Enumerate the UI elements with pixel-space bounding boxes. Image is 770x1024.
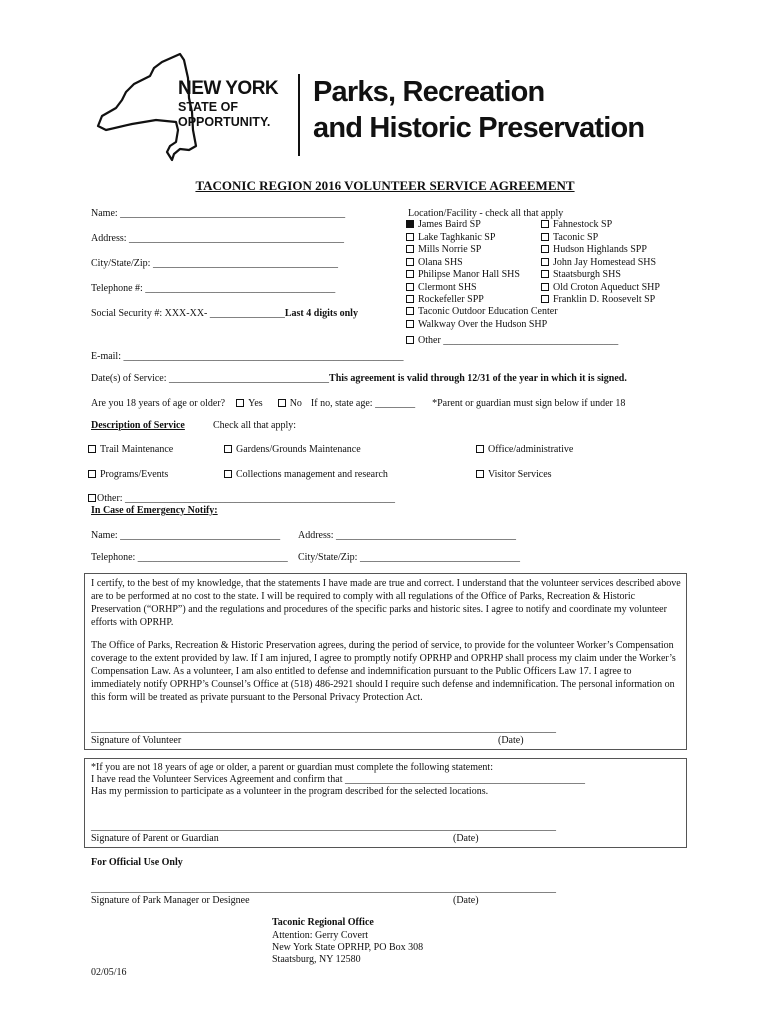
location-option[interactable]	[406, 282, 477, 293]
service-other-checkbox[interactable]	[88, 494, 96, 502]
service-option-label: Trail Maintenance	[100, 444, 174, 455]
option-label: Old Croton Aqueduct SHP	[553, 281, 660, 293]
dates-label: Date(s) of Service: ________________________________	[91, 373, 330, 384]
service-checkbox[interactable]	[88, 470, 96, 478]
address-field[interactable]: Address: ___________________________________________	[91, 233, 345, 244]
location-option[interactable]	[406, 269, 520, 280]
service-option[interactable]	[224, 444, 361, 455]
age-yes-checkbox[interactable]	[236, 399, 244, 407]
location-option[interactable]	[406, 294, 484, 305]
service-option[interactable]	[476, 444, 573, 455]
location-other-checkbox[interactable]	[406, 336, 414, 344]
logo-line-2: STATE OF	[178, 100, 238, 114]
service-option-label: Visitor Services	[488, 469, 552, 480]
service-option-label: Collections management and research	[236, 469, 388, 480]
location-option[interactable]	[406, 306, 558, 317]
option-label: Mills Norrie SP	[418, 244, 482, 255]
logo-divider	[298, 74, 300, 156]
emergency-city-field[interactable]: City/State/Zip: ________________________________	[298, 552, 520, 563]
service-checkbox[interactable]	[476, 445, 484, 453]
agency-name-line-2: and Historic Preservation	[313, 112, 645, 144]
emergency-heading: In Case of Emergency Notify:	[91, 505, 218, 516]
service-checkbox[interactable]	[476, 470, 484, 478]
service-option-label: Gardens/Grounds Maintenance	[236, 444, 361, 455]
certification-paragraph-2: The Office of Parks, Recreation & Historic Preservation agrees, during the period of service, to provide for the volunteer Worker’s Compensation coverage to the extent provided by law. If I am injured, I agree to promptly notify OPRHP and OPRHP shall process my claim under the Worker’s Compensation Law. As a volunteer, I am also entitled to defense and indemnification pursuant to the Public Officers Law 17. I agree to immediately notify OPRHP’s Counsel’s Office at (518) 486-2921 should I require such defense and indemnification. The personal information on this form will be treated as private pursuant to the Personal Privacy Protection Act.	[91, 640, 676, 703]
checkbox[interactable]	[406, 295, 414, 303]
option-label: Walkway Over the Hudson SHP	[418, 319, 548, 330]
manager-signature-label: Signature of Park Manager or Designee	[91, 895, 250, 906]
checkbox[interactable]	[406, 283, 414, 291]
option-label: James Baird SP	[418, 219, 481, 230]
checkbox[interactable]	[406, 307, 414, 315]
checkbox[interactable]	[406, 220, 414, 228]
service-option-label: Programs/Events	[100, 469, 169, 480]
checkbox[interactable]	[406, 270, 414, 278]
email-field[interactable]: E-mail: ________________________________________________________	[91, 351, 404, 362]
age-yes-label: Yes	[248, 398, 263, 409]
name-field[interactable]: Name: _____________________________________________	[91, 208, 346, 219]
location-option[interactable]	[541, 294, 655, 305]
location-option[interactable]	[541, 269, 621, 280]
checkbox[interactable]	[406, 245, 414, 253]
location-option[interactable]	[541, 282, 660, 293]
location-option[interactable]	[406, 319, 547, 330]
service-heading: Description of Service	[91, 420, 185, 431]
logo-line-3: OPPORTUNITY.	[178, 115, 271, 129]
guardian-date-label: (Date)	[453, 833, 479, 844]
service-option-label: Office/administrative	[488, 444, 574, 455]
manager-signature-line[interactable]: _____________________________________________________________________________________________	[91, 883, 556, 894]
checkbox[interactable]	[406, 320, 414, 328]
option-label: Rockefeller SPP	[418, 294, 484, 305]
guardian-instruction: *If you are not 18 years of age or older, a parent or guardian must complete the following statement:	[91, 762, 493, 773]
office-address-line-1: New York State OPRHP, PO Box 308	[272, 942, 424, 953]
location-option[interactable]	[406, 219, 481, 230]
service-option[interactable]	[476, 469, 552, 480]
service-other-label: Other: ______________________________________________________	[97, 493, 396, 504]
form-revision-date: 02/05/16	[91, 967, 127, 978]
office-name: Taconic Regional Office	[272, 917, 374, 928]
official-use-heading: For Official Use Only	[91, 857, 183, 868]
service-other[interactable]	[88, 493, 395, 504]
age-question	[91, 398, 625, 409]
age-state-field[interactable]: If no, state age: ________	[310, 398, 416, 409]
ssn-field[interactable]	[91, 308, 358, 319]
option-label: Fahnestock SP	[553, 219, 613, 230]
checkbox[interactable]	[541, 245, 549, 253]
logo-line-1: NEW YORK	[178, 78, 279, 99]
service-checkbox[interactable]	[88, 445, 96, 453]
location-option[interactable]	[541, 244, 647, 255]
city-state-zip-field[interactable]: City/State/Zip: _____________________________________	[91, 258, 338, 269]
checkbox[interactable]	[541, 258, 549, 266]
option-label: Lake Taghkanic SP	[418, 231, 496, 243]
option-label: Taconic SP	[553, 231, 599, 243]
location-option[interactable]	[541, 232, 598, 243]
manager-date-label: (Date)	[453, 895, 479, 906]
service-option[interactable]	[224, 469, 388, 480]
age-question-label: Are you 18 years of age or older?	[91, 398, 226, 409]
option-label: Hudson Highlands SPP	[553, 244, 647, 255]
volunteer-signature-label: Signature of Volunteer	[91, 735, 182, 746]
checkbox[interactable]	[541, 233, 549, 241]
checkbox[interactable]	[541, 270, 549, 278]
agency-name-line-1: Parks, Recreation	[313, 76, 545, 108]
emergency-telephone-field[interactable]: Telephone: ______________________________	[91, 552, 288, 563]
volunteer-date-label: (Date)	[498, 735, 524, 746]
option-label: Clermont SHS	[418, 281, 477, 293]
office-address-line-2: Staatsburg, NY 12580	[272, 954, 361, 965]
locations-heading: Location/Facility - check all that apply	[408, 208, 564, 219]
guardian-confirmation-field[interactable]: I have read the Volunteer Services Agreement and confirm that ________________________________________________	[91, 774, 585, 785]
dates-validity-note: This agreement is valid through 12/31 of the year in which it is signed.	[329, 373, 627, 384]
option-label: Staatsburgh SHS	[553, 269, 621, 280]
service-checkbox[interactable]	[224, 470, 232, 478]
option-label: Franklin D. Roosevelt SP	[553, 294, 656, 305]
checkbox[interactable]	[541, 295, 549, 303]
location-other[interactable]	[406, 335, 618, 346]
option-label: John Jay Homestead SHS	[553, 256, 657, 268]
location-option[interactable]	[541, 219, 612, 230]
ssn-note: Last 4 digits only	[284, 308, 358, 319]
guardian-signature-line[interactable]: _____________________________________________________________________________________________	[91, 821, 556, 832]
page-title: TACONIC REGION 2016 VOLUNTEER SERVICE AGREEMENT	[195, 178, 575, 193]
guardian-signature-label: Signature of Parent or Guardian	[91, 833, 219, 844]
emergency-name-field[interactable]: Name: ________________________________	[91, 530, 281, 541]
location-other-label: Other ___________________________________	[418, 335, 619, 346]
checkbox[interactable]	[406, 233, 414, 241]
age-no-label: No	[289, 398, 302, 409]
dates-of-service-field[interactable]	[91, 373, 627, 384]
guardian-permission-text: Has my permission to participate as a volunteer in the program described for the selected locations.	[91, 786, 489, 797]
age-guardian-note: *Parent or guardian must sign below if under 18	[432, 398, 626, 409]
checkbox[interactable]	[541, 283, 549, 291]
location-option[interactable]	[541, 257, 656, 268]
option-label: Olana SHS	[418, 256, 463, 268]
option-label: Taconic Outdoor Education Center	[418, 306, 558, 317]
telephone-field[interactable]: Telephone #: ______________________________________	[91, 283, 336, 294]
location-option[interactable]	[406, 257, 463, 268]
certification-paragraph-1: I certify, to the best of my knowledge, that the statements I have made are true and correct. I understand that the volunteer services described above are to be performed at no cost to the state. I will be required to comply with all regulations of the Office of Parks, Recreation & Historic Preservation (“ORHP”) and the regulations and procedures of the specific parks and historic sites. I agree to notify and coordinate my volunteer efforts with OPRHP.	[91, 578, 681, 628]
checkbox[interactable]	[406, 258, 414, 266]
location-option[interactable]	[406, 244, 481, 255]
checkbox[interactable]	[541, 220, 549, 228]
emergency-address-field[interactable]: Address: ____________________________________	[298, 530, 517, 541]
service-option[interactable]	[88, 469, 168, 480]
service-checkbox[interactable]	[224, 445, 232, 453]
service-option[interactable]	[88, 444, 173, 455]
option-label: Philipse Manor Hall SHS	[418, 269, 520, 280]
office-attention: Attention: Gerry Covert	[272, 930, 369, 941]
location-option[interactable]	[406, 232, 495, 243]
ssn-label: Social Security #: XXX-XX- _______________	[91, 308, 285, 319]
age-no-checkbox[interactable]	[278, 399, 286, 407]
service-instruction: Check all that apply:	[213, 420, 297, 431]
volunteer-signature-line[interactable]: _____________________________________________________________________________________________	[91, 723, 556, 734]
